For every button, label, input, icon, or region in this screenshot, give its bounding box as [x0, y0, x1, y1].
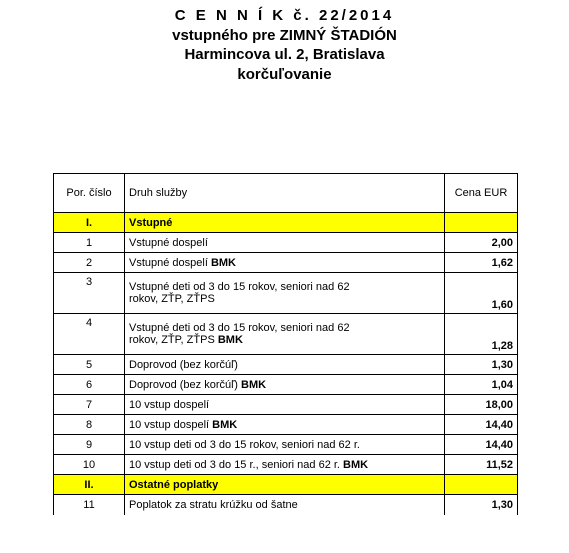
table-row — [54, 314, 518, 355]
row-service — [125, 395, 445, 415]
row-price: 1,62 — [445, 253, 518, 273]
row-service-text-2: rokov, ZŤP, ZŤPS — [129, 293, 215, 305]
section-label: Ostatné poplatky — [125, 475, 445, 495]
row-service — [125, 495, 445, 516]
bmk-label: BMK — [212, 418, 238, 431]
row-service-text: Vstupné dospelí — [129, 236, 208, 249]
row-service — [125, 314, 445, 355]
row-price: 18,00 — [445, 395, 518, 415]
row-number: 9 — [54, 435, 125, 455]
row-service-text: 10 vstup deti od 3 do 15 rokov, seniori nad 62 r. — [129, 438, 360, 451]
section-id: I. — [54, 213, 125, 233]
row-price: 1,04 — [445, 375, 518, 395]
row-service-line2 — [129, 334, 440, 346]
pricelist-address: Harmincova ul. 2, Bratislava — [184, 46, 385, 63]
pricelist-activity: korčuľovanie — [237, 65, 332, 83]
col-header-price: Cena EUR — [445, 174, 518, 213]
table-row — [54, 415, 518, 435]
table-row — [54, 253, 518, 273]
row-number: 5 — [54, 355, 125, 375]
table-row — [54, 395, 518, 415]
table-row — [54, 435, 518, 455]
row-number: 11 — [54, 495, 125, 516]
table-row — [54, 495, 518, 516]
row-service-text: Poplatok za stratu krúžku od šatne — [129, 499, 298, 511]
table-row — [54, 355, 518, 375]
row-service — [125, 355, 445, 375]
row-price: 1,60 — [445, 273, 518, 314]
row-price: 11,52 — [445, 455, 518, 475]
price-table — [53, 173, 518, 515]
section-id: II. — [54, 475, 125, 495]
row-service-text: Doprovod (bez korčúľ) — [129, 358, 238, 371]
row-service-text-2: rokov, ZŤP, ZŤPS — [129, 334, 218, 346]
section-row-ostatne-poplatky — [54, 475, 518, 495]
row-price: 1,30 — [445, 355, 518, 375]
row-number: 10 — [54, 455, 125, 475]
row-service — [125, 455, 445, 475]
section-price-empty — [445, 475, 518, 495]
pricelist-subtitle: vstupného pre ZIMNÝ ŠTADIÓN — [172, 26, 397, 44]
document-header — [0, 6, 569, 84]
col-header-service: Druh služby — [125, 174, 445, 213]
row-service-text: Vstupné deti od 3 do 15 rokov, seniori nad 62 — [129, 281, 350, 293]
row-service-text: Vstupné deti od 3 do 15 rokov, seniori nad 62 — [129, 322, 350, 334]
row-number: 7 — [54, 395, 125, 415]
row-service-text: 10 vstup dospelí — [129, 418, 213, 431]
row-number: 2 — [54, 253, 125, 273]
table-row — [54, 455, 518, 475]
row-number: 8 — [54, 415, 125, 435]
row-service-text: 10 vstup dospelí — [129, 398, 210, 411]
row-number: 3 — [54, 273, 125, 314]
bmk-label: BMK — [210, 256, 237, 269]
row-price: 14,40 — [445, 435, 518, 455]
row-service-text: Vstupné dospelí — [129, 256, 211, 269]
bmk-label: BMK — [343, 458, 369, 471]
row-service — [125, 375, 445, 395]
row-service-text: Doprovod (bez korčúľ) — [129, 378, 242, 391]
section-price-empty — [445, 213, 518, 233]
row-service — [125, 273, 445, 314]
row-price: 1,28 — [445, 314, 518, 355]
col-header-number: Por. číslo — [54, 174, 125, 213]
section-row-vstupne — [54, 213, 518, 233]
row-number: 4 — [54, 314, 125, 355]
row-number: 6 — [54, 375, 125, 395]
bmk-label: BMK — [241, 378, 267, 391]
pricelist-title: C E N N Í K č. 22/2014 — [174, 7, 395, 24]
section-label: Vstupné — [125, 213, 445, 233]
table-header-row — [54, 174, 518, 213]
table-row — [54, 273, 518, 314]
table-row — [54, 233, 518, 253]
row-service — [125, 415, 445, 435]
row-service-text: 10 vstup deti od 3 do 15 r., seniori nad 62 r. — [129, 458, 344, 471]
row-number: 1 — [54, 233, 125, 253]
row-price: 14,40 — [445, 415, 518, 435]
row-service — [125, 233, 445, 253]
row-service — [125, 435, 445, 455]
bmk-label: BMK — [217, 334, 243, 346]
row-price: 2,00 — [445, 233, 518, 253]
row-service — [125, 253, 445, 273]
row-price: 1,30 — [445, 495, 518, 516]
table-row — [54, 375, 518, 395]
